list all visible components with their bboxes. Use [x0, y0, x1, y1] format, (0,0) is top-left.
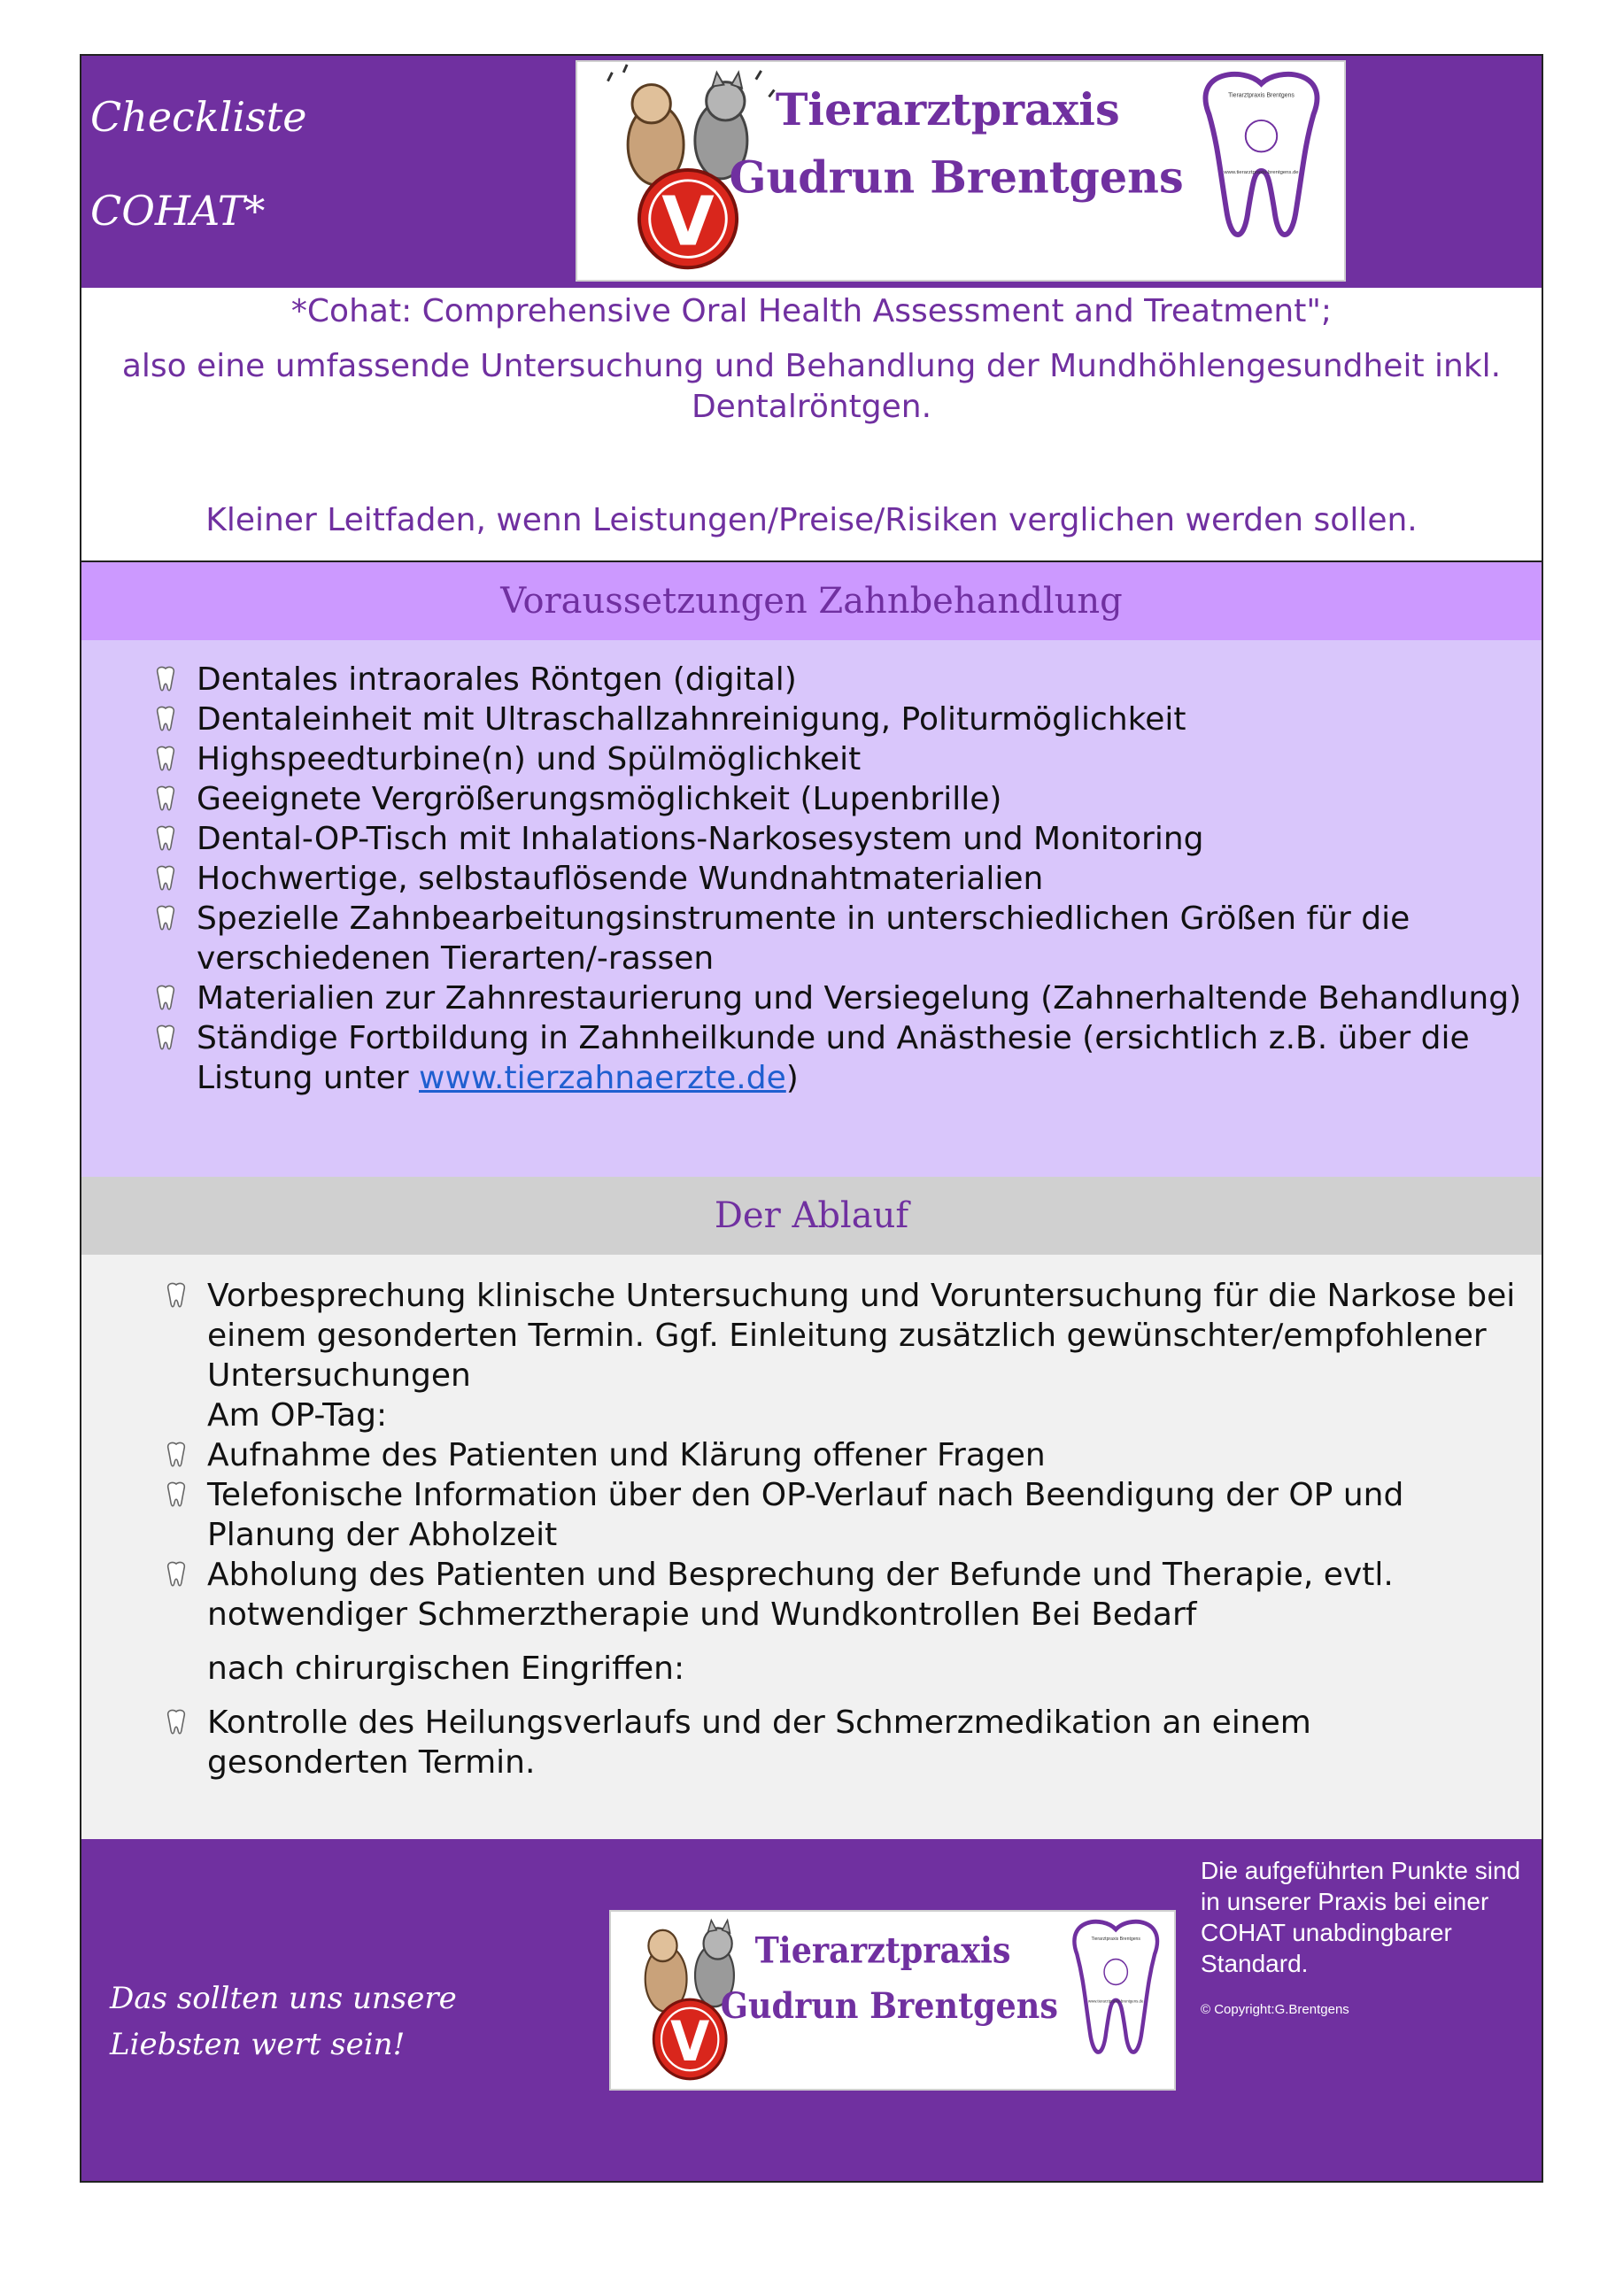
tooth-icon: [154, 985, 177, 1011]
op-day-text: Am OP-Tag:: [207, 1397, 388, 1434]
list-item-text: Ständige Fortbildung in Zahnheilkunde und Anästhesie (ersichtlich z.B. über die Listung unter: [197, 1020, 1470, 1096]
logo-line1: Tierarztpraxis: [775, 83, 1120, 135]
tooth-icon: [154, 865, 177, 892]
tooth-icon: [154, 785, 177, 812]
tooth-icon: [154, 746, 177, 772]
list-item-suffix: ): [785, 1060, 799, 1096]
tooth-icon: [154, 706, 177, 732]
list-item: [143, 660, 1525, 700]
procedure-list: [154, 1276, 1518, 1782]
logo-tooth-text-top: Tierarztpraxis Brentgens: [1091, 1936, 1140, 1943]
list-item: [154, 1475, 1518, 1555]
list-item: [143, 819, 1525, 859]
list-item: [154, 1555, 1518, 1635]
section1-body: [81, 640, 1542, 1177]
list-item-text: Hochwertige, selbstauflösende Wundnahtmaterialien: [197, 861, 1044, 897]
tooth-icon: [154, 1024, 177, 1051]
list-item-text: Geeignete Vergrößerungsmöglichkeit (Lupenbrille): [197, 781, 1002, 817]
section2-body: [81, 1255, 1542, 1839]
requirements-list: [143, 660, 1525, 1098]
tooth-icon: [154, 825, 177, 852]
logo-line1: Tierarztpraxis: [754, 1930, 1011, 1973]
list-item-text: Dental-OP-Tisch mit Inhalations-Narkosesystem und Monitoring: [197, 821, 1204, 857]
list-item: [154, 1703, 1518, 1782]
practice-logo-footer: [609, 1910, 1176, 2091]
footer-copyright: © Copyright:G.Brentgens: [1201, 2002, 1349, 2017]
footer-note: Die aufgeführten Punkte sind in unserer Praxis bei einer COHAT unabdingbarer Standard.: [1201, 1857, 1521, 1977]
tooth-icon: [165, 1282, 188, 1309]
intro-line1: *Cohat: Comprehensive Oral Health Assessment and Treatment";: [290, 293, 1333, 329]
list-item: [154, 1276, 1518, 1395]
tooth-logo-icon: [1205, 74, 1317, 235]
tooth-icon: [154, 905, 177, 932]
logo-tooth-text-bottom: www.tierarztpraxis-brentgens.de: [1088, 1998, 1144, 2004]
list-item: [143, 859, 1525, 899]
after-surgery-label: [154, 1649, 1518, 1689]
list-item: [143, 700, 1525, 739]
document-page: [80, 54, 1543, 2183]
tooth-icon: [165, 1481, 188, 1508]
logo-emblem-letter: V: [661, 182, 715, 262]
list-item: [143, 739, 1525, 779]
list-item-text: Highspeedturbine(n) und Spülmöglichkeit: [197, 741, 862, 777]
list-item: [143, 899, 1525, 978]
logo-tooth-text-bottom: www.tierarztpraxis-brentgens.de: [1224, 169, 1299, 175]
footer-slogan-line2: Liebsten wert sein!: [110, 2027, 406, 2062]
op-day-label: [154, 1395, 1518, 1435]
list-item: [143, 1018, 1525, 1098]
intro-line3: Kleiner Leitfaden, wenn Leistungen/Preise/Risiken verglichen werden sollen.: [205, 502, 1418, 538]
tooth-icon: [154, 666, 177, 692]
list-item-text: Abholung des Patienten und Besprechung der Befunde und Therapie, evtl. notwendiger Schmerztherapie und Wundkontrollen Bei Bedarf: [207, 1557, 1394, 1633]
section1-heading: Voraussetzungen Zahnbehandlung: [81, 562, 1542, 640]
list-item: [143, 779, 1525, 819]
list-item-text: Materialien zur Zahnrestaurierung und Versiegelung (Zahnerhaltende Behandlung): [197, 980, 1522, 1017]
list-item-text: Spezielle Zahnbearbeitungsinstrumente in unterschiedlichen Größen für die verschiedenen Tierarten/-rassen: [197, 901, 1410, 977]
intro-line2: also eine umfassende Untersuchung und Behandlung der Mundhöhlengesundheit inkl. Dentalröntgen.: [121, 348, 1502, 425]
list-item: [154, 1435, 1518, 1475]
practice-logo: [576, 60, 1346, 282]
caduceus-icon: [653, 1999, 726, 2079]
list-item-text: Kontrolle des Heilungsverlaufs und der Schmerzmedikation an einem gesonderten Termin.: [207, 1705, 1311, 1781]
footer-slogan-line1: Das sollten uns unsere: [110, 1981, 457, 2016]
logo-tooth-text-top: Tierarztpraxis Brentgens: [1228, 92, 1295, 99]
list-item-text: Aufnahme des Patienten und Klärung offener Fragen: [207, 1437, 1046, 1473]
tooth-icon: [165, 1442, 188, 1468]
header-title-line1: Checkliste: [90, 93, 307, 141]
logo-line2: Gudrun Brentgens: [729, 151, 1184, 204]
footer-slogan: [110, 1975, 457, 2068]
list-item-text: Dentales intraorales Röntgen (digital): [197, 661, 797, 698]
list-item-text: Telefonische Information über den OP-Verlauf nach Beendigung der OP und Planung der Abholzeit: [207, 1477, 1404, 1553]
list-item: [143, 978, 1525, 1018]
intro-block: [81, 288, 1542, 562]
caduceus-icon: [639, 170, 737, 267]
section2-heading: Der Ablauf: [81, 1177, 1542, 1255]
tierzahnaerzte-link[interactable]: www.tierzahnaerzte.de: [419, 1060, 786, 1096]
list-item-text: Dentaleinheit mit Ultraschallzahnreinigung, Politurmöglichkeit: [197, 701, 1186, 738]
logo-line2: Gudrun Brentgens: [720, 1985, 1058, 2028]
tooth-logo-icon: [1074, 1921, 1157, 2052]
header-title-line2: COHAT*: [90, 187, 266, 235]
logo-emblem-letter: V: [670, 2010, 710, 2075]
tooth-icon: [165, 1561, 188, 1588]
list-item-text: Vorbesprechung klinische Untersuchung und Voruntersuchung für die Narkose bei einem gesonderten Termin. Ggf. Einleitung zusätzlich gewünschter/empfohlener Untersuchungen: [207, 1278, 1516, 1394]
tooth-icon: [165, 1709, 188, 1736]
header-bar: [81, 56, 1542, 288]
after-surgery-text: nach chirurgischen Eingriffen:: [207, 1650, 685, 1687]
